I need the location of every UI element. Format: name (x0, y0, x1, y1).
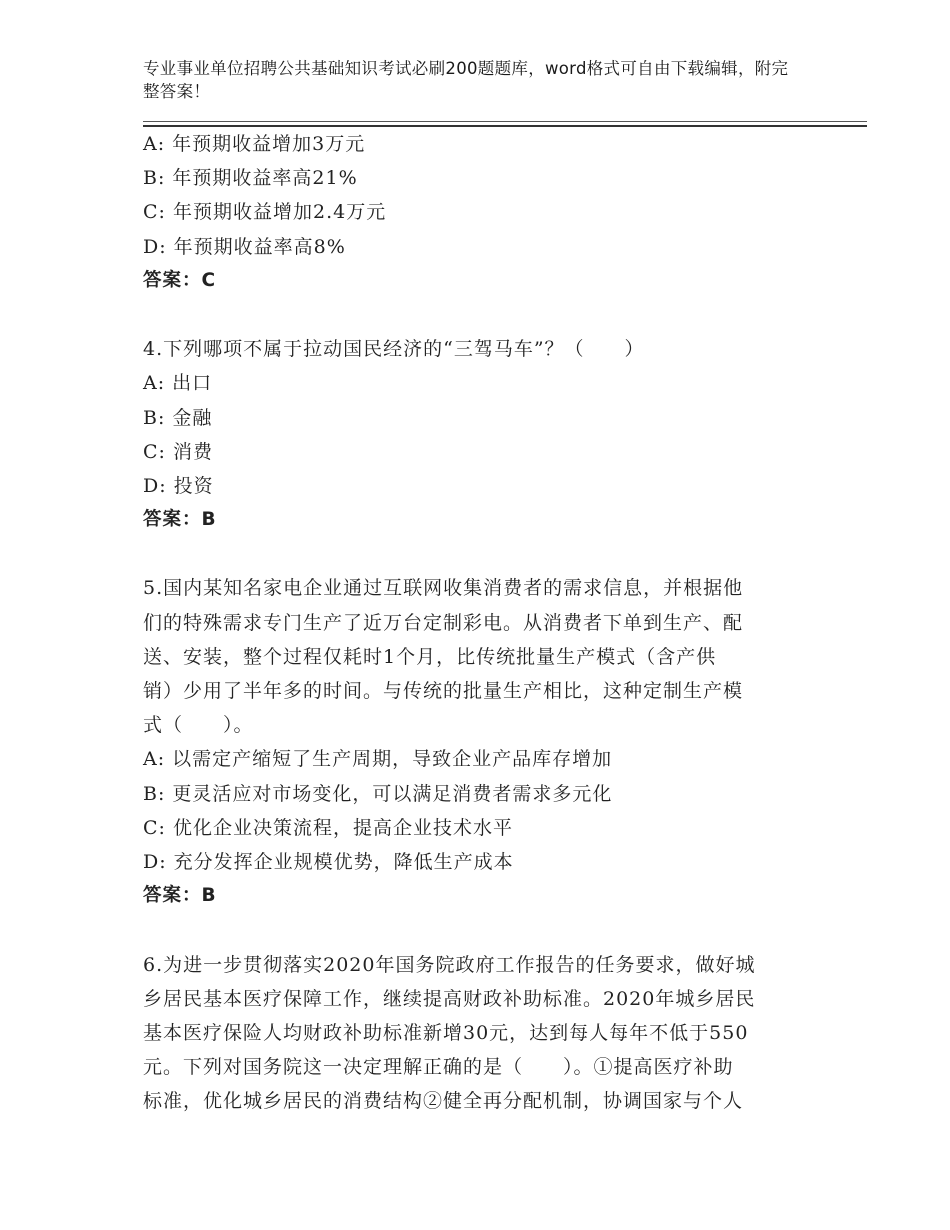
option-d: D: 投资 (143, 474, 214, 497)
option-a: A: 年预期收益增加3万元 (143, 133, 366, 155)
option-b: B: 金融 (143, 406, 213, 429)
question-stem-line: 5.国内某知名家电企业通过互联网收集消费者的需求信息，并根据他 (143, 577, 744, 600)
answer-label: 答案：C (143, 269, 217, 291)
spacer (143, 913, 803, 947)
question-stem-line: 标准，优化城乡居民的消费结构②健全再分配机制，协调国家与个人 (143, 1090, 744, 1113)
option-d: D: 年预期收益率高8% (143, 235, 346, 258)
option-c: C: 年预期收益增加2.4万元 (143, 201, 387, 224)
option-a: A: 以需定产缩短了生产周期，导致企业产品库存增加 (143, 748, 613, 771)
question-stem-line: 销）少用了半年多的时间。与传统的批量生产相比，这种定制生产模 (143, 680, 744, 702)
question-6 (143, 948, 803, 1119)
option-b: B: 更灵活应对市场变化，可以满足消费者需求多元化 (143, 782, 613, 805)
answer-label: 答案：B (143, 885, 217, 907)
header-title: 专业事业单位招聘公共基础知识考试必刷200题题库，word格式可自由下载编辑，附完整答案！ (143, 59, 789, 101)
answer-label: 答案：B (143, 509, 217, 531)
option-a: A: 出口 (143, 372, 213, 395)
question-content (143, 127, 803, 1118)
option-c: C: 优化企业决策流程，提高企业技术水平 (143, 816, 513, 839)
question-stem-line: 6.为进一步贯彻落实2020年国务院政府工作报告的任务要求，做好城 (143, 953, 756, 976)
question-stem: 4.下列哪项不属于拉动国民经济的“三驾马车”？（ ） (143, 338, 645, 361)
question-stem-line: 乡居民基本医疗保障工作，继续提高财政补助标准。2020年城乡居民 (143, 987, 756, 1010)
document-header (143, 57, 803, 103)
spacer (143, 537, 803, 571)
option-b: B: 年预期收益率高21% (143, 167, 358, 190)
question-stem-line: 式（ ）。 (143, 714, 254, 737)
question-stem-line: 送、安装，整个过程仅耗时1个月，比传统批量生产模式（含产供 (143, 645, 717, 668)
question-stem-line: 基本医疗保险人均财政补助标准新增30元，达到每人每年不低于550 (143, 1021, 749, 1044)
question-stem-line: 们的特殊需求专门生产了近万台定制彩电。从消费者下单到生产、配 (143, 611, 744, 634)
spacer (143, 298, 803, 332)
question-4 (143, 332, 803, 537)
option-d: D: 充分发挥企业规模优势，降低生产成本 (143, 850, 514, 873)
question-stem-line: 元。下列对国务院这一决定理解正确的是（ ）。①提高医疗补助 (143, 1056, 734, 1079)
question-5 (143, 571, 803, 913)
option-c: C: 消费 (143, 440, 213, 463)
header-divider-thin (143, 121, 867, 122)
question-3 (143, 127, 803, 298)
